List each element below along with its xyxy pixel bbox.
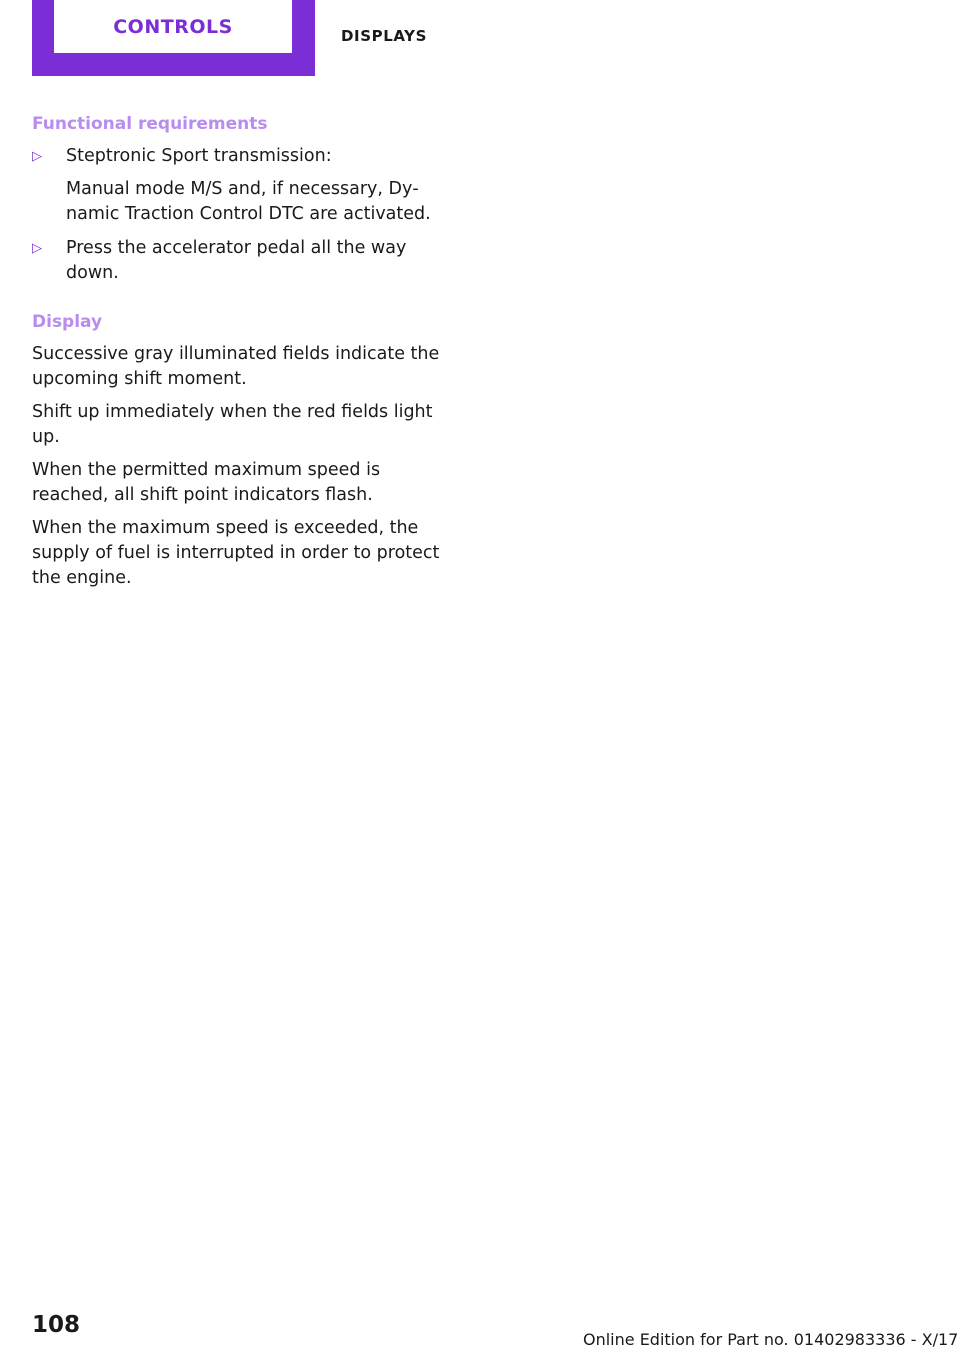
chapter-tab xyxy=(32,0,315,76)
edition-footer: Online Edition for Part no. 01402983336 - X/17 xyxy=(583,1330,959,1349)
display-heading: Display xyxy=(32,312,103,332)
section-label: DISPLAYS xyxy=(341,27,428,45)
requirements-list xyxy=(32,144,442,286)
list-item-text: Press the accelerator pedal all the way down. xyxy=(66,238,407,283)
list-item xyxy=(32,144,442,227)
display-paragraph: Successive gray illuminated fields indicate the upcoming shift moment. xyxy=(32,344,440,389)
list-item-subtext: Manual mode M/S and, if necessary, Dy‐ namic Traction Control DTC are activated. xyxy=(66,179,431,224)
display-paragraph: Shift up immediately when the red fields light up. xyxy=(32,402,433,447)
page-content xyxy=(32,112,442,599)
functional-requirements-heading: Functional requirements xyxy=(32,114,268,134)
display-paragraph: When the maximum speed is exceeded, the supply of fuel is interrupted in order to protect the engine. xyxy=(32,518,440,588)
display-paragraph: When the permitted maximum speed is reached, all shift point indicators flash. xyxy=(32,460,381,505)
triangle-bullet-icon: ▷ xyxy=(32,241,42,256)
triangle-bullet-icon: ▷ xyxy=(32,149,42,164)
chapter-tab-inner xyxy=(54,0,292,53)
chapter-tab-label: CONTROLS xyxy=(113,15,233,38)
list-item xyxy=(32,236,442,286)
list-item-text: Steptronic Sport transmission: xyxy=(66,146,332,166)
page-number: 108 xyxy=(32,1312,81,1338)
